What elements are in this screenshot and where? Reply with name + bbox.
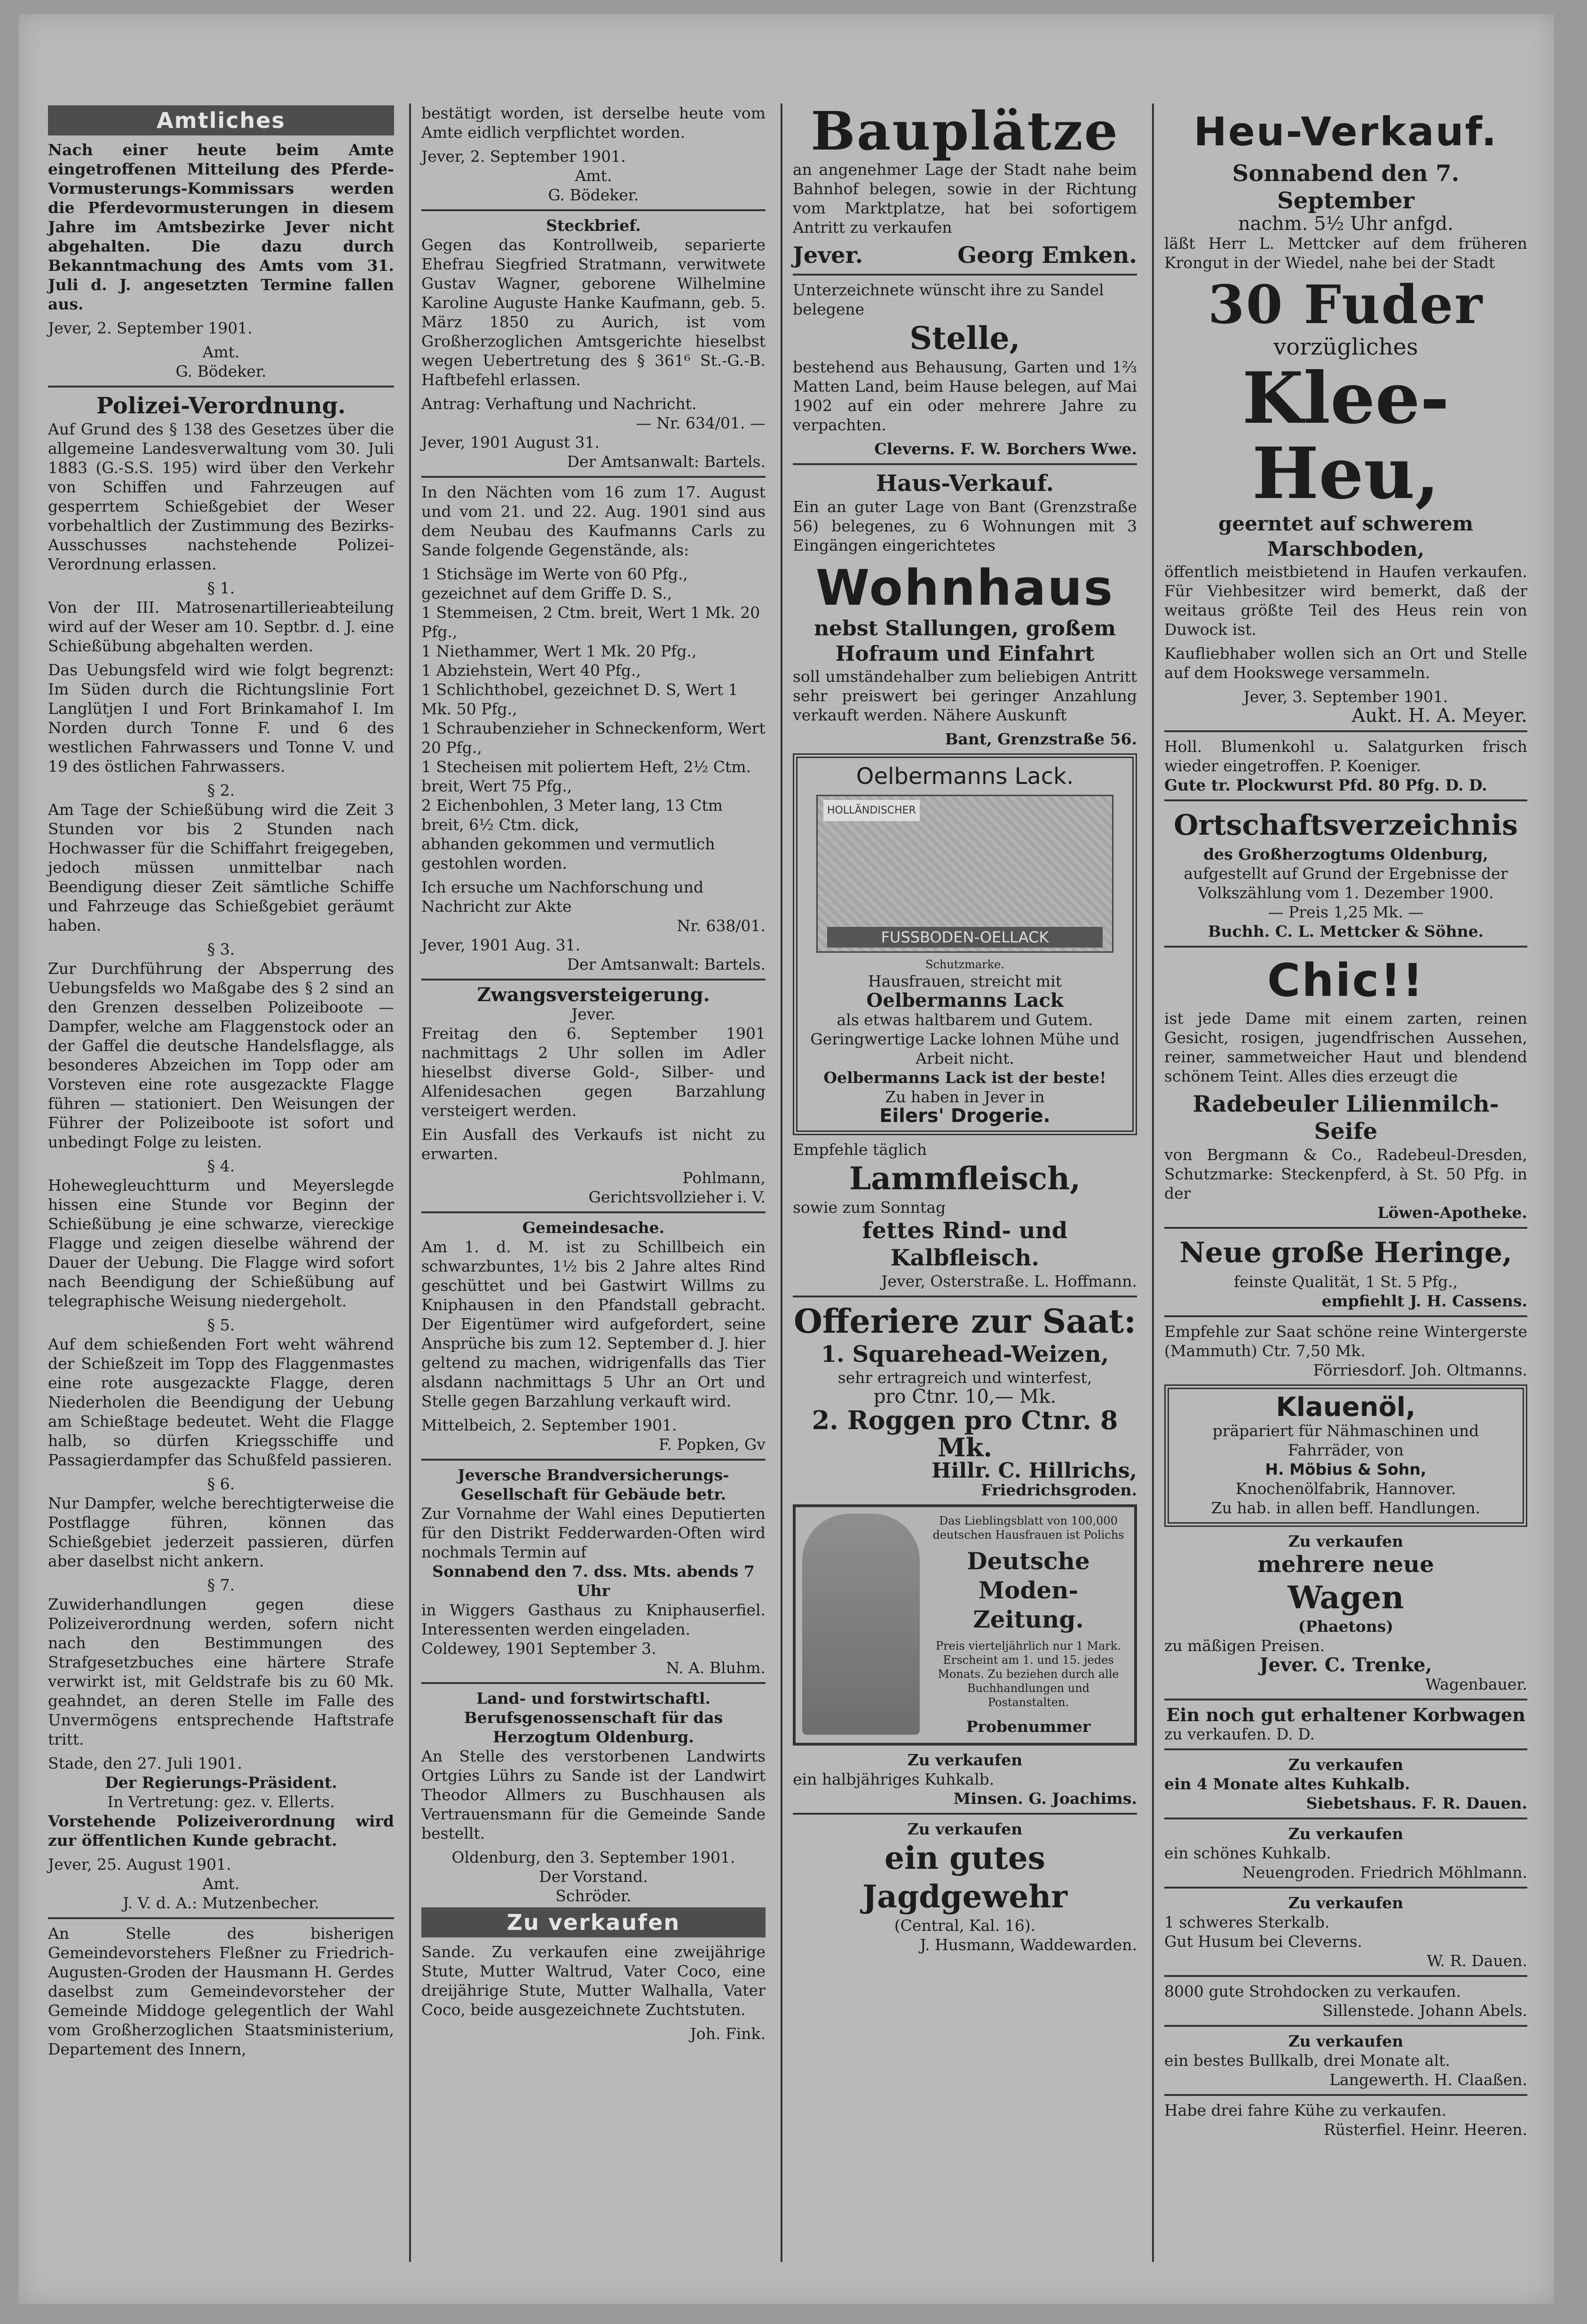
lack-text-1: Hausfrauen, streicht mit (868, 972, 1062, 990)
sterkalb-text: 1 schweres Sterkalb. (1164, 1913, 1330, 1931)
vertretung: In Vertretung: gez. v. Ellerts. (107, 1793, 335, 1811)
continuation-date: Jever, 2. September 1901. (421, 147, 626, 166)
sande-ad: Sande. Zu verkaufen eine zweijährige Stute, Mutter Waltrud, Vater Coco, eine dreijährige Stute, Mutter Walhalla, Vater Coco, beide ausgezeichnete Zuchtstuten. (421, 1943, 766, 2019)
wagen-signature-2: Wagenbauer. (1425, 1675, 1527, 1693)
brand-date: Sonnabend den 7. dss. Mts. abends 7 Uhr (432, 1562, 755, 1600)
heu-time: nachm. 5½ Uhr anfgd. (1238, 213, 1453, 235)
chic-text-2: von Bergmann & Co., Radebeul-Dresden, Schutzmarke: Steckenpferd, à St. 50 Pfg. in der (1164, 1146, 1527, 1202)
kuhkalb-text: ein 4 Monate altes Kuhkalb. (1164, 1775, 1410, 1793)
vorzueglich-label: vorzügliches (1273, 334, 1418, 360)
gemeinde-title: Gemeindesache. (522, 1218, 665, 1237)
divider (1164, 799, 1527, 801)
brand-signature: N. A. Bluhm. (666, 1659, 766, 1677)
amtliches-header: Amtliches (48, 105, 394, 135)
divider (1164, 1887, 1527, 1889)
land-signature: Der Vorstand. (539, 1867, 648, 1886)
gemeinde-signature: F. Popken, Gv (658, 1435, 766, 1454)
jever-august-date: Jever, 25. August 1901. (48, 1855, 231, 1873)
stelle-intro: Unterzeichnete wünscht ihre zu Sandel belegene (793, 281, 1104, 318)
zwang-place: Jever. (571, 1005, 616, 1023)
zu-verkaufen-header: Zu verkaufen (421, 1907, 766, 1937)
mutzenbecher-signature: J. V. d. A.: Mutzenbecher. (123, 1894, 319, 1912)
lack-illustration-top: HOLLÄNDISCHER (823, 800, 920, 821)
divider (48, 386, 394, 387)
bauplaetze-title: Bauplätze (811, 103, 1119, 162)
klauenoel-subtitle: Knochenölfabrik, Hannover. (1235, 1479, 1456, 1498)
lack-title: Oelbermanns Lack. (856, 763, 1074, 790)
heu-text-3: Kaufliebhaber wollen sich an Ort und Stelle auf dem Hookswege versammeln. (1164, 644, 1527, 682)
saat-item-1b: sehr ertragreich und winterfest, (837, 1368, 1092, 1387)
wagen-head: Zu verkaufen (1288, 1532, 1404, 1550)
diebstahl-number: Nr. 638/01. (677, 917, 766, 935)
lack-text-2: als etwas haltbarem und Gutem. Geringwertige Lacke lohnen Mühe und Arbeit nicht. (810, 1011, 1120, 1067)
haus-text: Ein an guter Lage von Bant (Grenzstraße 56) belegenes, zu 6 Wohnungen mit 3 Eingängen eingerichtetes (793, 498, 1137, 554)
paragraph-2-head: § 2. (207, 781, 235, 799)
bauplaetze-text: an angenehmer Lage der Stadt nahe beim Bahnhof belegen, sowie in der Richtung vom Marktplatze, hat bei sofortigem Antritt zu verkaufen (793, 160, 1137, 237)
paragraph-3-head: § 3. (207, 940, 235, 958)
lack-illustration-label: FUSSBODEN-OELLACK (827, 927, 1103, 948)
geerntet-text: geerntet auf schwerem Marschboden, (1218, 512, 1473, 561)
wohnhaus-subtitle: nebst Stallungen, großem Hofraum und Einfahrt (814, 617, 1116, 666)
klauenoel-text: präpariert für Nähmaschinen und Fahrräder, von (1212, 1422, 1479, 1459)
divider (421, 476, 766, 478)
lilienmilch-seife: Radebeuler Lilienmilch-Seife (1192, 1091, 1499, 1145)
stelle-text: bestehend aus Behausung, Garten und 1⅔ Matten Land, beim Hause belegen, auf Mai 1902 auf ein oder mehrere Jahre zu verpachten. (793, 358, 1137, 434)
moden-zeitung-ad (793, 1504, 1137, 1746)
kuhkalb2-head: Zu verkaufen (1288, 1825, 1404, 1843)
stelle-title: Stelle, (909, 320, 1020, 356)
heu-date-2: Jever, 3. September 1901. (1243, 688, 1448, 706)
kuhkalb-head: Zu verkaufen (1288, 1755, 1404, 1774)
haus-text-2: soll umständehalber zum beliebigen Antritt sehr preiswert bei geringer Anzahlung verkauft werden. Nähere Auskunft (793, 667, 1137, 724)
klee-heu-title: Klee-Heu, (1242, 357, 1450, 515)
divider (1164, 1227, 1527, 1229)
gemeinde-text: Am 1. d. M. ist zu Schillbeich ein schwarzbuntes, 1½ bis 2 Jahre altes Rind geschüttet und bei Gastwirt Willms zu Kniphausen in den Pfandstall gebracht. Der Eigentümer wird aufgefordert, seine Ansprüche bis zum 12. September d. J. hier geltend zu machen, widrigenfalls das Tier alsdann nachmittags 5 Uhr an Ort und Stelle gegen Barzahlung verkauft wird. (421, 1238, 766, 1410)
lamm-subtitle: sowie zum Sonntag (793, 1198, 946, 1217)
divider (1164, 1975, 1527, 1977)
bullkalb-head: Zu verkaufen (1288, 2032, 1404, 2050)
divider (48, 1917, 394, 1919)
jagdgewehr-title: ein gutes Jagdgewehr (862, 1840, 1067, 1915)
paragraph-3: Zur Durchführung der Absperrung des Uebungsfelds wo Maßgabe des § 2 sind an den Grenzen desselben Polizeiboote — Dampfer, welche am Flaggenstock oder an der Gaffel die deutsche Handelsflagge, als besonderes Abzeichen im Topp oder am Vorsteven eine rote ausgezackte Flagge führen — stationiert. Den Weisungen der Führer der Polizeiboote ist sofort und unbedingt Folge zu leisten. (48, 959, 394, 1151)
steckbrief-title: Steckbrief. (546, 216, 641, 235)
column-4 (1152, 103, 1538, 2262)
divider (1164, 1818, 1527, 1819)
brand-text-2: in Wiggers Gasthaus zu Kniphauserfiel. Interessenten werden eingeladen. (421, 1601, 766, 1638)
stade-date: Stade, den 27. Juli 1901. (48, 1754, 243, 1772)
ortschaft-signature: Buchh. C. L. Mettcker & Söhne. (1208, 922, 1484, 941)
divider (421, 979, 766, 980)
bauplaetze-signature-row (793, 242, 1137, 269)
divider (793, 463, 1137, 465)
heu-text-2: öffentlich meistbietend in Haufen verkaufen. Für Viehbesitzer wird bemerkt, daß der weitaus größte Teil des Heus rein von Duwock ist. (1164, 562, 1527, 639)
steckbrief-signature: Der Amtsanwalt: Bartels. (567, 452, 766, 471)
continuation-text: bestätigt worden, ist derselbe heute vom Amte eidlich verpflichtet worden. (421, 104, 766, 142)
kuhkalb-head: Zu verkaufen (907, 1751, 1023, 1769)
oelbermann-lack-ad (793, 753, 1137, 1135)
divider (793, 1813, 1137, 1815)
paragraph-1b: Das Uebungsfeld wird wie folgt begrenzt: Im Süden durch die Richtungslinie Fort Langlütjen I und Fort Brinkamahof I. Im Norden durch Tonne F. und 6 des westlichen Fahrwassers und Tonne V. und 19 des östlichen Fahrwassers. (48, 661, 394, 775)
paragraph-7-head: § 7. (207, 1576, 235, 1594)
column-3 (781, 103, 1147, 2262)
sterkalb-text-2: Gut Husum bei Cleverns. (1164, 1932, 1363, 1951)
blumenkohl-ad: Holl. Blumenkohl u. Salatgurken frisch wieder eingetroffen. P. Koeniger. (1164, 737, 1527, 775)
korbwagen-text: zu verkaufen. D. D. (1164, 1725, 1315, 1743)
abhanden-text: abhanden gekommen und vermutlich gestohlen worden. (421, 835, 715, 872)
wintergerste-signature: Förriesdorf. Joh. Oltmanns. (1313, 1361, 1527, 1379)
polizei-title: Polizei-Verordnung. (96, 393, 346, 419)
amt-label: Amt. (202, 1874, 240, 1893)
steckbrief-number: — Nr. 634/01. — (636, 414, 766, 432)
gemeindevorsteher-notice: An Stelle des bisherigen Gemeindevorstehers Fleßner zu Friedrich-Augusten-Groden der Hausmann H. Gerdes daselbst zum Gemeindevorsteher der Gemeinde Middoge gelegentlich der Wahl vom Großherzoglichen Staatsministerium, Departement des Innern, (48, 1924, 394, 2058)
divider (421, 1682, 766, 1684)
wagen-title: Wagen (1287, 1579, 1404, 1616)
bullkalb-text: ein bestes Bullkalb, drei Monate alt. (1164, 2051, 1450, 2070)
divider (1164, 1699, 1527, 1700)
divider (1164, 2025, 1527, 2027)
diebstahl-intro: In den Nächten vom 16 zum 17. August und vom 21. und 22. Aug. 1901 sind aus dem Neubau des Kaufmanns Carls zu Sande folgende Gegenstände, als: (421, 483, 766, 559)
stolen-item: 1 Niethammer, Wert 1 Mk. 20 Pfg., (421, 642, 697, 660)
column-1 (38, 103, 404, 2262)
regierungs-praesident: Der Regierungs-Präsident. (105, 1773, 337, 1792)
haus-title: Haus-Verkauf. (876, 470, 1054, 497)
steckbrief-text: Gegen das Kontrollweib, separierte Ehefrau Siegfried Stratmann, verwitwete Gustav Wagner, geborene Wilhelmine Karoline Auguste Hanke Kaufmann, geb. 5. März 1850 zu Aurich, ist vom Großherzoglichen Amtsgerichte hieselbst wegen Uebertretung des § 361⁶ St.-G.-B. Haftbefehl erlassen. (421, 236, 766, 389)
paragraph-6-head: § 6. (207, 1475, 235, 1493)
paragraph-7: Zuwiderhandlungen gegen diese Polizeiverordnung werden, sofern nicht nach den Bestimmungen des Strafgesetzbuches eine härtere Strafe verwirkt ist, mit Geldstrafe bis zu 60 Mk. geahndet, an deren Stelle im Falle des Unvermögens entsprechende Haftstrafe tritt. (48, 1595, 394, 1748)
lack-text-3: Oelbermanns Lack ist der beste! (823, 1068, 1106, 1087)
divider (793, 1296, 1137, 1297)
stolen-item: 1 Abziehstein, Wert 40 Pfg., (421, 661, 641, 680)
divider (1164, 1315, 1527, 1317)
kuhkalb-signature: Siebetshaus. F. R. Dauen. (1306, 1794, 1527, 1812)
heringe-text: feinste Qualität, 1 St. 5 Pfg., (1233, 1273, 1458, 1291)
kuhkalb-text: ein halbjähriges Kuhkalb. (793, 1770, 995, 1788)
heringe-title: Neue große Heringe, (1179, 1236, 1512, 1269)
saat-place: Friedrichsgroden. (981, 1481, 1137, 1499)
diebstahl-date: Jever, 1901 Aug. 31. (421, 936, 581, 954)
paragraph-1-head: § 1. (207, 579, 235, 597)
zwang-text: Freitag den 6. September 1901 nachmittags 2 Uhr sollen im Adler hieselbst diverse Gold-, Silber- und Alfenidesachen gegen Barzahlung versteigert werden. (421, 1024, 766, 1120)
heu-signature: Aukt. H. A. Meyer. (1351, 705, 1527, 727)
wagen-subtitle: (Phaetons) (1298, 1617, 1394, 1636)
fuder-title: 30 Fuder (1208, 274, 1484, 336)
ersuche-text: Ich ersuche um Nachforschung und Nachricht zur Akte (421, 878, 704, 916)
saat-item-1c: pro Ctnr. 10,— Mk. (873, 1386, 1057, 1407)
paragraph-4-head: § 4. (207, 1157, 235, 1175)
land-title: Land- und forstwirtschaftl. Berufsgenossenschaft für das Herzogtum Oldenburg. (464, 1689, 723, 1746)
stolen-item: 2 Eichenbohlen, 3 Meter lang, 13 Ctm breit, 6½ Ctm. dick, (421, 796, 723, 834)
divider (421, 1459, 766, 1461)
divider (1164, 730, 1527, 732)
bullkalb-signature: Langewerth. H. Claaßen. (1329, 2071, 1527, 2089)
lamm-signature: Jever, Osterstraße. L. Hoffmann. (881, 1272, 1137, 1290)
kuehe-signature: Rüsterfiel. Heinr. Heeren. (1324, 2120, 1527, 2139)
stolen-items-list (421, 564, 766, 834)
moden-probe: Probenummer (966, 1717, 1091, 1736)
klauenoel-ad (1164, 1384, 1527, 1527)
steckbrief-date: Jever, 1901 August 31. (421, 433, 600, 451)
heu-text: läßt Herr L. Mettcker auf dem früheren Krongut in der Wiedel, nahe bei der Stadt (1164, 234, 1527, 272)
brand-text: Zur Vornahme der Wahl eines Deputierten für den Distrikt Fedderwarden-Often wird nochmals Termin auf (421, 1504, 766, 1561)
zwang-title: Zwangsversteigerung. (477, 984, 710, 1006)
stolen-item: 1 Schlichthobel, gezeichnet D. S, Wert 1 Mk. 50 Pfg., (421, 680, 738, 718)
heu-title: Heu-Verkauf. (1193, 109, 1498, 155)
lamm-intro: Empfehle täglich (793, 1140, 927, 1159)
chic-text: ist jede Dame mit einem zarten, reinen Gesicht, rosigen, jugendfrischen Aussehen, reiner, sammetweicher Haut und blendend schönem Teint. Alles dies erzeugt die (1164, 1009, 1527, 1085)
wohnhaus-title: Wohnhaus (815, 559, 1114, 617)
paragraph-2: Am Tage der Schießübung wird die Zeit 3 Stunden vor bis 2 Stunden nach Hochwasser für die Schiffahrt freigegeben, jedoch müssen unmittelbar nach Beendigung dieser Zeit sämtliche Schiffe und Fahrzeuge das Schießgebiet geräumt haben. (48, 800, 394, 934)
heringe-signature: empfiehlt J. H. Cassens. (1321, 1292, 1527, 1310)
saat-title: Offeriere zur Saat: (793, 1302, 1137, 1341)
brand-place: Coldewey, 1901 September 3. (421, 1639, 656, 1658)
loewen-apotheke: Löwen-Apotheke. (1377, 1203, 1527, 1222)
stolen-item: 1 Stecheisen mit poliertem Heft, 2½ Ctm. breit, Wert 75 Pfg., (421, 758, 751, 795)
kuhkalb2-text: ein schönes Kuhkalb. (1164, 1844, 1331, 1862)
klauenoel-text-2: Zu hab. in allen beff. Handlungen. (1211, 1499, 1481, 1517)
lack-illustration (816, 795, 1113, 953)
lammfleisch-title: Lammfleisch, (849, 1160, 1081, 1197)
lack-trademark: Schutzmarke. (925, 958, 1004, 971)
gemeinde-date: Mittelbeich, 2. September 1901. (421, 1416, 677, 1434)
jagd-head: Zu verkaufen (907, 1820, 1023, 1838)
steckbrief-antrag: Antrag: Verhaftung und Nachricht. (421, 395, 697, 413)
stolen-item: 1 Stichsäge im Werte von 60 Pfg., gezeichnet auf dem Griffe D. S., (421, 565, 688, 602)
land-signature-2: Schröder. (555, 1887, 632, 1905)
moden-small: Erscheint am 1. und 15. jedes Monats. Zu beziehen durch alle Buchhandlungen und Postanstalten. (938, 1653, 1119, 1709)
stolen-item: 1 Stemmeisen, 2 Ctm. breit, Wert 1 Mk. 20 Pfg., (421, 603, 760, 641)
bauplaetze-place: Jever. (793, 242, 863, 269)
chic-title: Chic!! (1267, 954, 1425, 1007)
lamm-text: fettes Rind- und Kalbfleisch. (862, 1217, 1068, 1271)
klauenoel-firm: H. Möbius & Sohn, (1265, 1460, 1427, 1478)
sterkalb-signature: W. R. Dauen. (1427, 1952, 1527, 1970)
wagen-text-1: mehrere neue (1257, 1551, 1434, 1578)
kuhkalb-signature: Minsen. G. Joachims. (953, 1789, 1137, 1808)
plockwurst-ad: Gute tr. Plockwurst Pfd. 80 Pfg. D. D. (1164, 776, 1487, 794)
ortschaft-text-2: aufgestellt auf Grund der Ergebnisse der Volkszählung vom 1. Dezember 1900. (1184, 864, 1508, 902)
sterkalb-head: Zu verkaufen (1288, 1894, 1404, 1912)
paragraph-5: Auf dem schießenden Fort weht während der Schießzeit im Topp des Flaggenmastes eine rote ausgezackte Flagge, deren Niederholen die Beendigung der Uebung am Schießtage bedeutet. Weht die Flagge halb, so dürfen Kriegsschiffe und Passagierdampfer das Schußfeld passieren. (48, 1335, 394, 1469)
zwang-text-2: Ein Ausfall des Verkaufs ist nicht zu erwarten. (421, 1125, 766, 1163)
heu-date: Sonnabend den 7. September (1232, 160, 1460, 214)
ortschaft-text-1: des Großherzogtums Oldenburg, (1203, 845, 1488, 863)
saat-signature: Hillr. C. Hillrichs, (932, 1459, 1137, 1483)
ortschaft-title: Ortschaftsverzeichnis (1174, 809, 1518, 842)
vorstehende-notice: Vorstehende Polizeiverordnung wird zur öffentlichen Kunde gebracht. (48, 1812, 394, 1850)
notice-date: Jever, 2. September 1901. (48, 319, 253, 337)
paragraph-4: Hohewegleuchtturm und Meyerslegde hissen eine Stunde vor Beginn der Schießübung je eine schwarze, viereckige Flagge und zeigen dieselbe während der Dauer der Uebung. Die Flagge wird sofort nach Beendigung der Schießübung auf telegraphische Weisung niedergeholt. (48, 1176, 394, 1310)
strohdocken-ad: 8000 gute Strohdocken zu verkaufen. (1164, 1982, 1461, 2000)
moden-woman-illustration (802, 1514, 920, 1735)
wagen-text-2: zu mäßigen Preisen. (1164, 1636, 1325, 1655)
divider (421, 209, 766, 211)
wagen-signature: Jever. C. Trenke, (1259, 1654, 1432, 1676)
saat-item-2: 2. Roggen pro Ctnr. 8 Mk. (812, 1405, 1118, 1462)
paragraph-1: Von der III. Matrosenartillerieabteilung wird auf der Weser am 10. Septbr. d. J. eine Schießübung abgehalten werden. (48, 598, 394, 655)
newspaper-page (19, 14, 1554, 2304)
divider (793, 274, 1137, 276)
column-2 (409, 103, 776, 2262)
brand-title: Jeversche Brandversicherungs-Gesellschaft für Gebäude betr. (458, 1466, 729, 1503)
paragraph-5-head: § 5. (207, 1316, 235, 1334)
paragraph-6: Nur Dampfer, welche berechtigterweise die Postflagge führen, können das Schießgebiet jederzeit passieren, dürfen aber daselbst nicht ankern. (48, 1494, 394, 1570)
stelle-signature: Cleverns. F. W. Borchers Wwe. (874, 440, 1137, 458)
land-text: An Stelle des verstorbenen Landwirts Ortgies Lührs zu Sande ist der Landwirt Theodor Allmers zu Buschhausen als Vertrauensmann für die Gemeinde Sande bestellt. (421, 1747, 766, 1842)
jagd-subtitle: (Central, Kal. 16). (894, 1916, 1036, 1935)
notice-signature: G. Bödeker. (175, 362, 267, 380)
notice-amt: Amt. (202, 343, 240, 361)
divider (1164, 2094, 1527, 2096)
bauplaetze-signature: Georg Emken. (957, 242, 1137, 269)
divider (1164, 946, 1527, 948)
continuation-amt: Amt. (575, 166, 612, 185)
polizei-intro: Auf Grund des § 138 des Gesetzes über die allgemeine Landesverwaltung vom 30. Juli 1883 (G.-S.S. 195) wird über den Verkehr von Schiffen und Fahrzeugen auf gesperrtem Schießgebiet der Weser vorbehaltlich der Zustimmung des Bezirks-Ausschusses nachstehende Polizei-Verordnung erlassen. (48, 420, 394, 573)
jagd-signature: J. Husmann, Waddewarden. (920, 1936, 1137, 1954)
pferdevormusterung-notice: Nach einer heute beim Amte eingetroffenen Mitteilung des Pferde-Vormusterungs-Kommissars werden die Pferdevormusterungen in diesem Jahre im Amtsbezirke Jever nicht abgehalten. Die dazu durch Bekanntmachung des Amts vom 31. Juli d. J. angesetzten Termine fallen aus. (48, 141, 394, 313)
lack-text-4: Zu haben in Jever in (885, 1088, 1045, 1106)
wintergerste-ad: Empfehle zur Saat schöne reine Wintergerste (Mammuth) Ctr. 7,50 Mk. (1164, 1322, 1527, 1360)
sande-signature: Joh. Fink. (690, 2024, 766, 2043)
strohdocken-signature: Sillenstede. Johann Abels. (1322, 2001, 1527, 2020)
zwang-signature-2: Gerichtsvollzieher i. V. (588, 1188, 766, 1206)
kuehe-ad: Habe drei fahre Kühe zu verkaufen. (1164, 2101, 1446, 2119)
divider (421, 1211, 766, 1213)
diebstahl-signature: Der Amtsanwalt: Bartels. (567, 955, 766, 973)
korbwagen-ad: Ein noch gut erhaltener Korbwagen (1166, 1704, 1525, 1725)
moden-title: Deutsche Moden-Zeitung. (967, 1547, 1090, 1633)
moden-top: Das Lieblingsblatt von 100,000 deutschen Hausfrauen ist Polichs (932, 1514, 1124, 1541)
continuation-signature: G. Bödeker. (548, 186, 639, 204)
land-date: Oldenburg, den 3. September 1901. (451, 1848, 735, 1866)
divider (1164, 1748, 1527, 1750)
saat-item-1: 1. Squarehead-Weizen, (821, 1341, 1109, 1368)
zwang-signature: Pohlmann, (682, 1169, 766, 1187)
lack-brand: Oelbermanns Lack (866, 989, 1064, 1012)
ortschaft-price: — Preis 1,25 Mk. — (1268, 903, 1424, 921)
kuhkalb2-signature: Neuengroden. Friedrich Möhlmann. (1242, 1863, 1527, 1881)
haus-signature: Bant, Grenzstraße 56. (945, 730, 1137, 748)
stolen-item: 1 Schraubenzieher in Schneckenform, Wert 20 Pfg., (421, 719, 766, 757)
klauenoel-title: Klauenöl, (1276, 1392, 1416, 1423)
moden-price: Preis vierteljährlich nur 1 Mark. (936, 1639, 1121, 1652)
lack-shop: Eilers' Drogerie. (879, 1105, 1050, 1127)
